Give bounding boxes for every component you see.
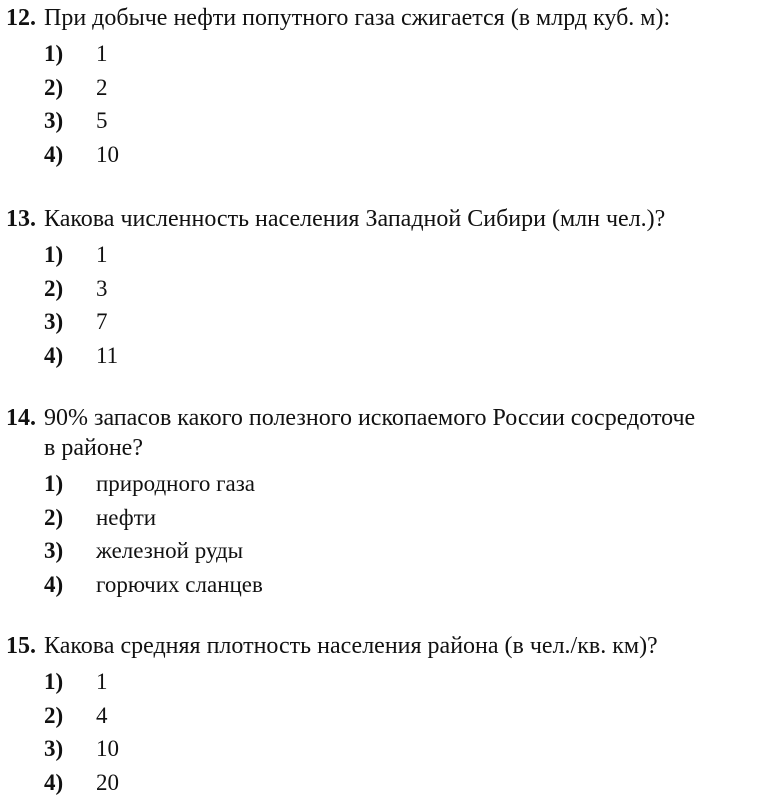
option-text: 5: [96, 108, 108, 134]
answer-option[interactable]: [0, 341, 768, 375]
question-text: [0, 631, 768, 661]
question-number: 15.: [6, 633, 36, 659]
option-number: 2): [44, 74, 64, 100]
answer-option[interactable]: [0, 469, 768, 503]
option-text: нефти: [96, 504, 157, 530]
question-number: 12.: [6, 5, 36, 31]
question-text: [0, 3, 768, 33]
answer-option[interactable]: [0, 734, 768, 768]
answer-options: [0, 39, 768, 174]
question-line: При добыче нефти попутного газа сжигается (в млрд куб. м):: [44, 5, 671, 31]
option-number: 2): [44, 504, 64, 530]
option-number: 3): [44, 309, 64, 335]
answer-option[interactable]: [0, 240, 768, 274]
answer-option[interactable]: [0, 570, 768, 604]
question-number: 14.: [6, 405, 36, 431]
option-text: 10: [96, 736, 119, 762]
option-number: 1): [44, 471, 64, 496]
question-line: Какова средняя плотность населения района (в чел./кв. км)?: [44, 633, 658, 659]
answer-option[interactable]: [0, 73, 768, 107]
answer-option[interactable]: [0, 536, 768, 570]
option-number: 3): [44, 108, 64, 134]
answer-options: [0, 469, 768, 604]
question-line-continuation: в районе?: [44, 435, 143, 461]
option-number: 4): [44, 572, 64, 598]
option-text: 10: [96, 142, 119, 168]
question-number: 13.: [6, 206, 36, 232]
answer-option[interactable]: [0, 274, 768, 308]
option-number: 2): [44, 275, 64, 301]
answer-option[interactable]: [0, 140, 768, 174]
answer-option[interactable]: [0, 667, 768, 701]
answer-option[interactable]: [0, 39, 768, 73]
question-text: [0, 204, 768, 234]
answer-option[interactable]: [0, 503, 768, 537]
question-line: 90% запасов какого полезного ископаемого России сосредоточе: [44, 405, 696, 431]
option-number: 1): [44, 41, 64, 66]
question-14: [0, 403, 768, 604]
option-number: 4): [44, 343, 64, 369]
answer-option[interactable]: [0, 106, 768, 140]
option-text: 1: [96, 242, 108, 267]
option-text: природного газа: [96, 471, 256, 496]
question-text: [0, 403, 768, 463]
option-number: 3): [44, 736, 64, 762]
option-number: 1): [44, 669, 64, 694]
option-text: 1: [96, 669, 108, 694]
option-text: 20: [96, 770, 119, 796]
question-line: Какова численность населения Западной Сибири (млн чел.)?: [44, 206, 666, 232]
option-text: 3: [96, 275, 108, 301]
option-number: 1): [44, 242, 64, 267]
answer-option[interactable]: [0, 701, 768, 735]
option-number: 4): [44, 142, 64, 168]
answer-options: [0, 240, 768, 375]
question-12: [0, 3, 768, 174]
option-text: горючих сланцев: [96, 572, 263, 598]
option-number: 4): [44, 770, 64, 796]
option-text: 7: [96, 309, 108, 335]
answer-options: [0, 667, 768, 802]
answer-option[interactable]: [0, 768, 768, 802]
option-text: 4: [96, 702, 108, 728]
option-text: железной руды: [96, 538, 244, 564]
question-15: [0, 631, 768, 802]
option-number: 2): [44, 702, 64, 728]
option-text: 1: [96, 41, 108, 66]
option-text: 11: [96, 343, 119, 369]
question-13: [0, 204, 768, 375]
answer-option[interactable]: [0, 307, 768, 341]
option-text: 2: [96, 74, 108, 100]
option-number: 3): [44, 538, 64, 564]
